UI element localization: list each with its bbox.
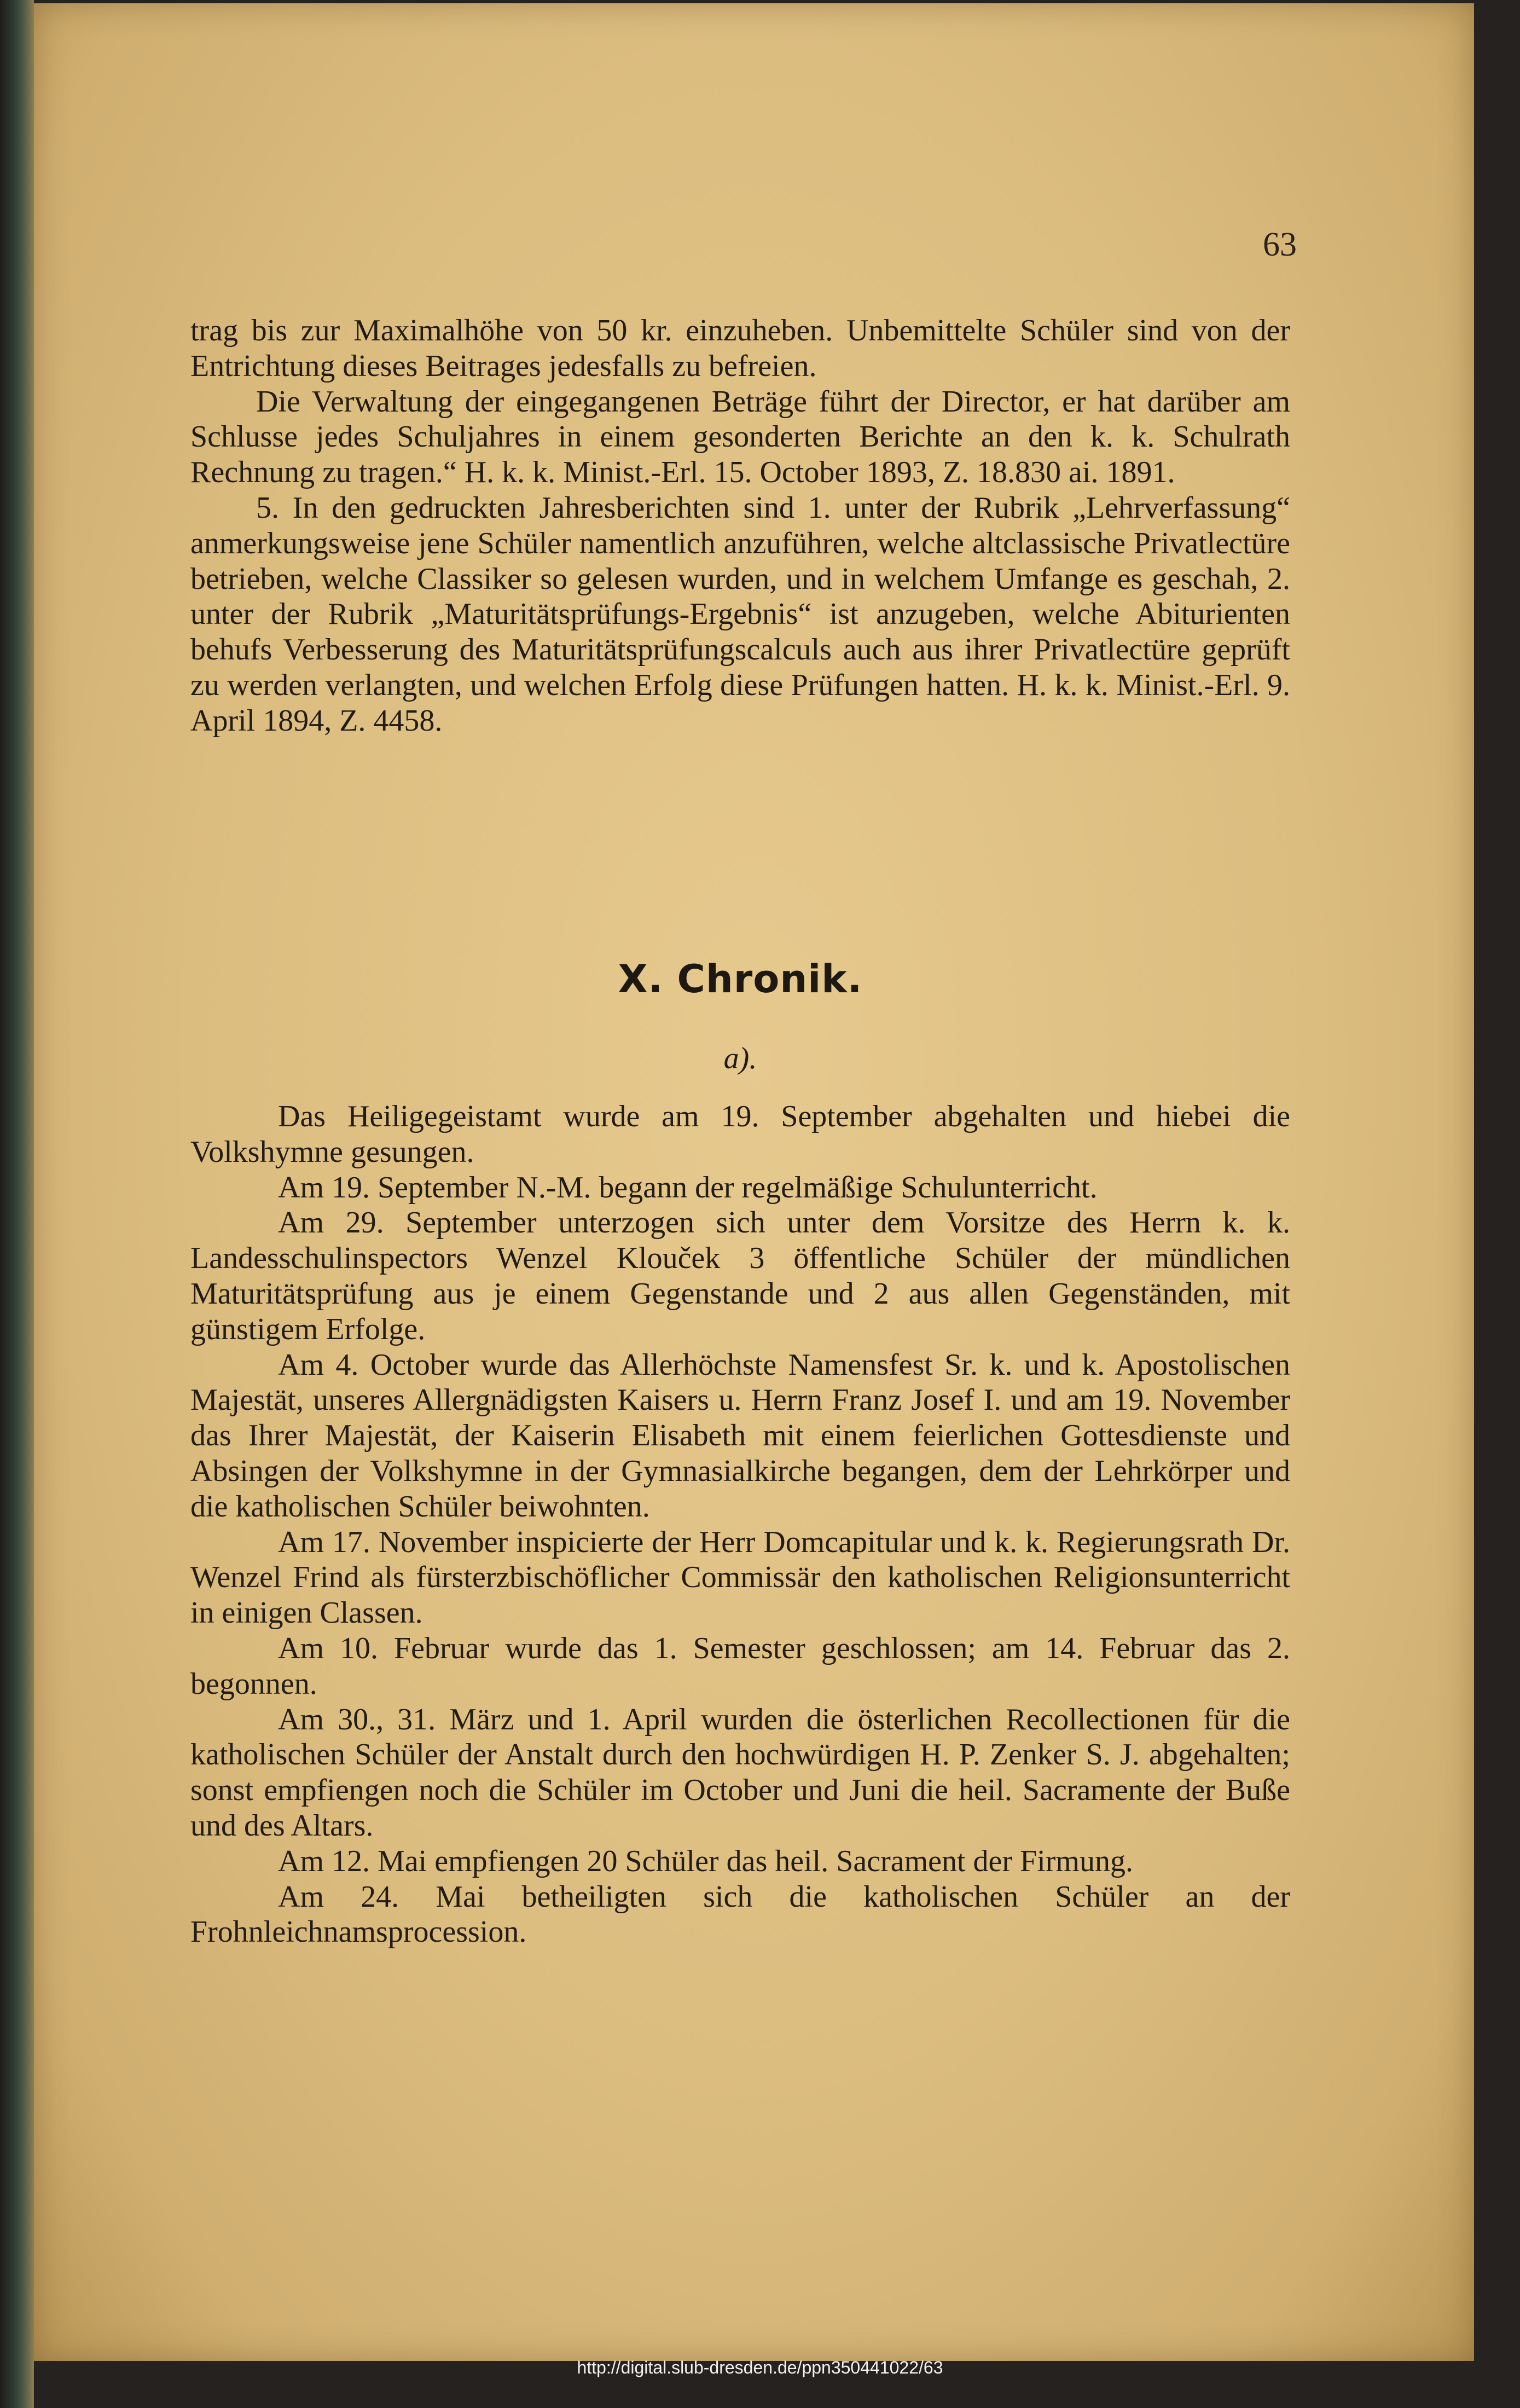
book-binding-edge [0,0,34,2408]
book-page [34,3,1474,2361]
top-text-block [190,313,1290,739]
source-url-link[interactable]: http://digital.slub-dresden.de/ppn350441022/63 [577,2357,943,2377]
chronik-text-block [190,1099,1290,1950]
chronik-entry: Am 29. September unterzogen sich unter dem Vorsitze des Herrn k. k. Landesschulinspectors Wenzel Klouček 3 öffentliche Schüler der mündlichen Maturitätsprüfung aus je einem Gegenstande und 2 aus allen Gegenständen, mit günstigem Erfolge. [190,1206,1290,1346]
subsection-label: a). [723,1041,757,1075]
chronik-entry: Am 24. Mai betheiligten sich die katholischen Schüler an der Frohnleichnamsprocession. [190,1879,1290,1949]
page-number: 63 [1263,226,1297,263]
chronik-entry: Das Heiligegeistamt wurde am 19. September abgehalten und hiebei die Volkshymne gesungen. [190,1099,1290,1169]
chronik-entry: Am 10. Februar wurde das 1. Semester geschlossen; am 14. Februar das 2. begonnen. [190,1631,1290,1701]
chronik-entry: Am 19. September N.-M. begann der regelmäßige Schulunterricht. [278,1170,1098,1205]
section-heading: X. Chronik. [618,957,863,1002]
chronik-entry: Am 12. Mai empfiengen 20 Schüler das heil. Sacrament der Firmung. [278,1844,1133,1878]
paragraph-contribution-end: trag bis zur Maximalhöhe von 50 kr. einzuheben. Unbemittelte Schüler sind von der Entrichtung dieses Beitrages jedesfalls zu befreien. [190,314,1290,383]
footer-bar [0,2348,1520,2387]
paragraph-annual-reports: 5. In den gedruckten Jahresberichten sind 1. unter der Rubrik „Lehrverfassung“ anmerkungsweise jene Schüler namentlich anzuführen, welche altclassische Privatlectüre betrieben, welche Classiker so gelesen wurden, und in welchem Umfange es geschah, 2. unter der Rubrik „Maturitätsprüfungs-Ergebnis“ ist anzugeben, welche Abiturienten behufs Verbesserung des Maturitätsprüfungscalculs auch aus ihrer Privatlectüre geprüft zu werden verlangten, und welchen Erfolg diese Prüfungen hatten. H. k. k. Minist.-Erl. 9. April 1894, Z. 4458. [190,490,1290,738]
chronik-entry: Am 4. October wurde das Allerhöchste Namensfest Sr. k. und k. Apostolischen Majestät, unseres Allergnädigsten Kaisers u. Herrn Franz Josef I. und am 19. November das Ihrer Majestät, der Kaiserin Elisabeth mit einem feierlichen Gottesdienste und Absingen der Volkshymne in der Gymnasialkirche begangen, dem der Lehrkörper und die katholischen Schüler beiwohnten. [190,1347,1290,1524]
chronik-entry: Am 30., 31. März und 1. April wurden die österlichen Recollectionen für die katholischen Schüler der Anstalt durch den hochwürdigen H. P. Zenker S. J. abgehalten; sonst empfiengen noch die Schüler im October und Juni die heil. Sacramente der Buße und des Altars. [190,1702,1290,1843]
paragraph-administration: Die Verwaltung der eingegangenen Beträge führt der Director, er hat darüber am Schlusse jedes Schuljahres in einem gesonderten Berichte an den k. k. Schulrath Rechnung zu tragen.“ H. k. k. Minist.-Erl. 15. October 1893, Z. 18.830 ai. 1891. [190,384,1290,490]
chronik-entry: Am 17. November inspicierte der Herr Domcapitular und k. k. Regierungsrath Dr. Wenzel Frind als fürsterzbischöflicher Commissär den katholischen Religionsunterricht in einigen Classen. [190,1525,1290,1630]
